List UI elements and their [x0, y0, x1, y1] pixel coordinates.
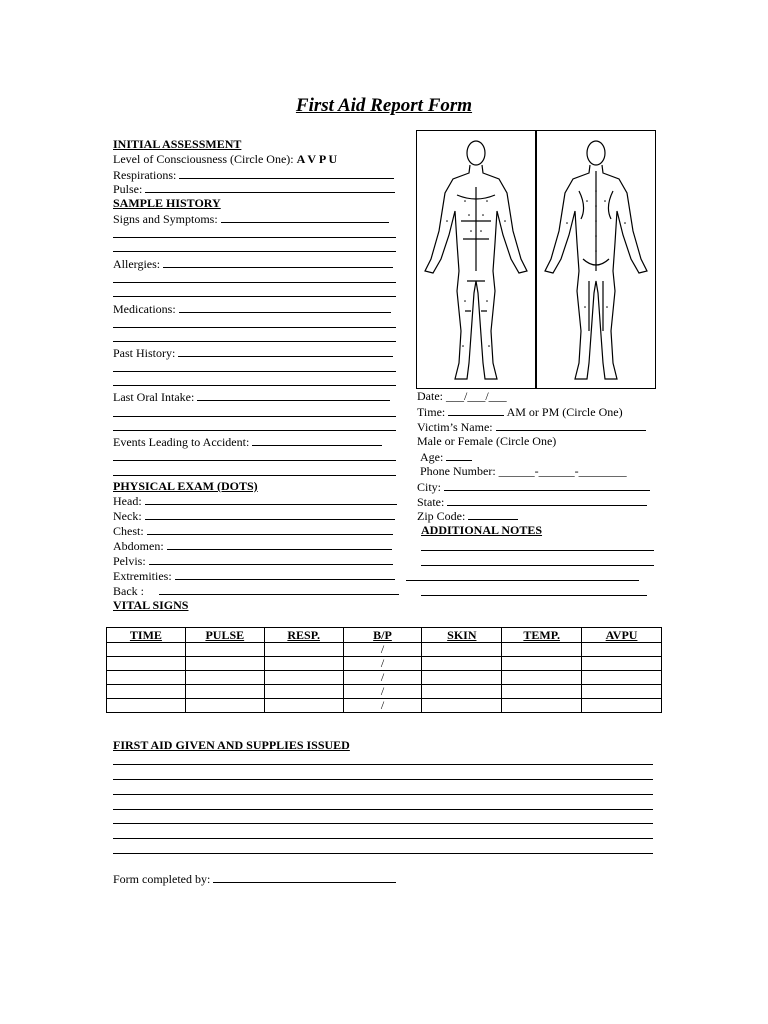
table-cell[interactable] [582, 671, 662, 685]
physical-exam-heading: PHYSICAL EXAM (DOTS) [113, 479, 258, 493]
first-aid-line-1[interactable] [113, 764, 653, 765]
extremities-field[interactable] [175, 568, 395, 580]
zip-label: Zip Code: [417, 509, 466, 523]
first-aid-heading: FIRST AID GIVEN AND SUPPLIES ISSUED [113, 738, 350, 752]
medications-field[interactable] [179, 301, 391, 313]
past-history-line-3[interactable] [113, 385, 396, 386]
phone-field[interactable]: Phone Number: ______-______-________ [420, 464, 627, 478]
events-row [113, 434, 382, 450]
vital-signs-header [107, 628, 662, 643]
col-temp: TEMP. [502, 628, 582, 643]
table-cell[interactable] [185, 685, 264, 699]
completed-by-field[interactable] [213, 871, 396, 883]
table-cell[interactable] [502, 699, 582, 713]
back-label: Back : [113, 584, 144, 598]
victim-name-row [417, 419, 646, 435]
sex-field[interactable]: Male or Female (Circle One) [417, 434, 557, 448]
table-cell[interactable] [264, 643, 343, 657]
first-aid-line-4[interactable] [113, 809, 653, 810]
notes-line-2[interactable] [421, 565, 654, 566]
table-cell[interactable] [185, 643, 264, 657]
allergies-field[interactable] [163, 256, 393, 268]
zip-row [417, 508, 518, 524]
table-row [107, 685, 662, 699]
notes-line-4[interactable] [421, 595, 647, 596]
bp-cell[interactable]: / [343, 671, 422, 685]
table-cell[interactable] [107, 671, 186, 685]
extremities-row [113, 568, 395, 584]
past-history-row [113, 345, 393, 361]
consciousness-label: Level of Consciousness (Circle One): [113, 152, 294, 166]
table-cell[interactable] [582, 643, 662, 657]
respirations-label: Respirations: [113, 168, 177, 182]
last-oral-row [113, 389, 390, 405]
table-cell[interactable] [422, 657, 502, 671]
consciousness-row [113, 152, 337, 167]
allergies-line-3[interactable] [113, 296, 396, 297]
col-pulse: PULSE [185, 628, 264, 643]
initial-assessment-heading: INITIAL ASSESSMENT [113, 137, 242, 151]
notes-line-1[interactable] [421, 550, 654, 551]
age-field[interactable] [446, 449, 472, 461]
age-label: Age: [420, 450, 444, 464]
chest-label: Chest: [113, 524, 144, 538]
table-cell[interactable] [502, 671, 582, 685]
time-label: Time: [417, 405, 446, 419]
table-row [107, 643, 662, 657]
signs-line-2[interactable] [113, 237, 396, 238]
signs-row [113, 211, 389, 227]
time-suffix: AM or PM (Circle One) [506, 405, 623, 419]
time-field[interactable] [448, 404, 504, 416]
table-cell[interactable] [185, 671, 264, 685]
neck-row [113, 508, 395, 524]
allergies-row [113, 256, 393, 272]
last-oral-line-3[interactable] [113, 430, 396, 431]
signs-label: Signs and Symptoms: [113, 212, 218, 226]
respirations-field[interactable] [179, 167, 394, 179]
table-cell[interactable] [185, 699, 264, 713]
table-cell[interactable] [422, 643, 502, 657]
col-time: TIME [107, 628, 186, 643]
table-cell[interactable] [185, 657, 264, 671]
medications-row [113, 301, 391, 317]
table-cell[interactable] [582, 699, 662, 713]
vital-signs-table [106, 627, 662, 713]
past-history-field[interactable] [178, 345, 393, 357]
events-label: Events Leading to Accident: [113, 435, 250, 449]
table-cell[interactable] [107, 643, 186, 657]
table-row [107, 671, 662, 685]
first-aid-line-3[interactable] [113, 794, 653, 795]
body-front-icon [417, 131, 535, 388]
body-back-diagram [536, 130, 656, 389]
abdomen-field[interactable] [167, 538, 392, 550]
pulse-row [113, 181, 395, 197]
past-history-line-2[interactable] [113, 371, 396, 372]
table-cell[interactable] [107, 699, 186, 713]
completed-by-label: Form completed by: [113, 872, 211, 886]
last-oral-label: Last Oral Intake: [113, 390, 195, 404]
victim-name-field[interactable] [496, 419, 646, 431]
victim-name-label: Victim’s Name: [417, 420, 493, 434]
table-cell[interactable] [502, 657, 582, 671]
col-bp: B/P [343, 628, 422, 643]
zip-field[interactable] [468, 508, 518, 520]
back-row [113, 583, 399, 599]
allergies-line-2[interactable] [113, 282, 396, 283]
past-history-label: Past History: [113, 346, 176, 360]
signs-field[interactable] [221, 211, 389, 223]
pelvis-row [113, 553, 393, 569]
head-label: Head: [113, 494, 142, 508]
head-field[interactable] [145, 493, 397, 505]
first-aid-line-5[interactable] [113, 823, 653, 824]
last-oral-line-2[interactable] [113, 416, 396, 417]
col-skin: SKIN [422, 628, 502, 643]
table-cell[interactable] [582, 657, 662, 671]
bp-cell[interactable]: / [343, 643, 422, 657]
vital-signs-heading: VITAL SIGNS [113, 598, 189, 612]
abdomen-row [113, 538, 392, 554]
medications-line-2[interactable] [113, 327, 396, 328]
head-row [113, 493, 397, 509]
table-cell[interactable] [264, 685, 343, 699]
pulse-field[interactable] [145, 181, 395, 193]
form-title: First Aid Report Form [295, 95, 473, 116]
events-line-3[interactable] [113, 475, 396, 476]
city-label: City: [417, 480, 442, 494]
neck-label: Neck: [113, 509, 142, 523]
state-field[interactable] [447, 494, 647, 506]
last-oral-field[interactable] [197, 389, 390, 401]
first-aid-line-6[interactable] [113, 838, 653, 839]
table-row [107, 699, 662, 713]
notes-line-3[interactable] [406, 580, 639, 581]
abdomen-label: Abdomen: [113, 539, 164, 553]
age-row [420, 449, 472, 465]
table-cell[interactable] [502, 643, 582, 657]
table-cell[interactable] [264, 671, 343, 685]
table-cell[interactable] [107, 657, 186, 671]
bp-cell[interactable]: / [343, 657, 422, 671]
chest-row [113, 523, 393, 539]
col-avpu: AVPU [582, 628, 662, 643]
city-field[interactable] [444, 479, 650, 491]
events-field[interactable] [252, 434, 382, 446]
chest-field[interactable] [147, 523, 393, 535]
signs-line-3[interactable] [113, 251, 396, 252]
body-back-icon [537, 131, 655, 388]
table-cell[interactable] [264, 699, 343, 713]
pulse-label: Pulse: [113, 182, 143, 196]
first-aid-line-2[interactable] [113, 779, 653, 780]
state-label: State: [417, 495, 445, 509]
additional-notes-heading: ADDITIONAL NOTES [421, 523, 543, 537]
date-field[interactable]: Date: ___/___/___ [417, 389, 507, 403]
bp-cell[interactable]: / [343, 699, 422, 713]
table-cell[interactable] [422, 685, 502, 699]
table-cell[interactable] [422, 671, 502, 685]
pelvis-field[interactable] [149, 553, 393, 565]
back-field[interactable] [159, 583, 399, 595]
consciousness-options[interactable]: A V P U [296, 152, 338, 166]
neck-field[interactable] [145, 508, 395, 520]
time-row [417, 404, 623, 420]
table-cell[interactable] [582, 685, 662, 699]
col-resp: RESP. [264, 628, 343, 643]
table-cell[interactable] [502, 685, 582, 699]
events-line-2[interactable] [113, 460, 396, 461]
medications-line-3[interactable] [113, 341, 396, 342]
city-row [417, 479, 650, 495]
completed-by-row [113, 871, 396, 887]
first-aid-line-7[interactable] [113, 853, 653, 854]
extremities-label: Extremities: [113, 569, 172, 583]
body-front-diagram [416, 130, 536, 389]
medications-label: Medications: [113, 302, 176, 316]
table-cell[interactable] [264, 657, 343, 671]
table-cell[interactable] [422, 699, 502, 713]
sample-history-heading: SAMPLE HISTORY [113, 196, 221, 210]
allergies-label: Allergies: [113, 257, 161, 271]
bp-cell[interactable]: / [343, 685, 422, 699]
table-cell[interactable] [107, 685, 186, 699]
pelvis-label: Pelvis: [113, 554, 146, 568]
table-row [107, 657, 662, 671]
